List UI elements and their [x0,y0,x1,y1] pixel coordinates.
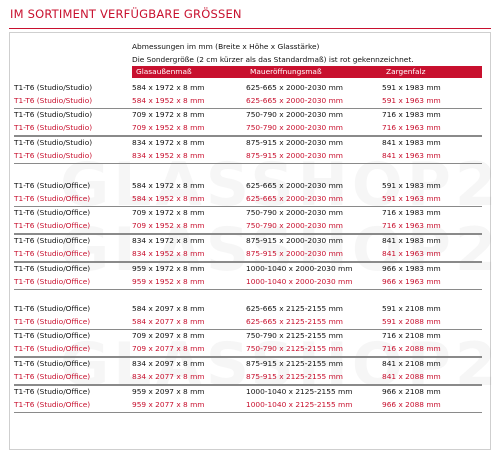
cell-frame-rebate: 841 x 1983 mm [382,138,441,147]
cell-frame-rebate: 966 x 1963 mm [382,277,441,286]
cell-frame-rebate: 591 x 1963 mm [382,96,441,105]
cell-model: T1-T6 (Studio/Office) [14,317,91,326]
cell-model: T1-T6 (Studio/Office) [14,236,91,245]
table-row-standard [14,82,482,95]
cell-model: T1-T6 (Studio/Studio) [14,123,93,132]
table-row-special [14,316,482,329]
cell-model: T1-T6 (Studio/Studio) [14,96,93,105]
table-row-standard [14,262,482,276]
cell-model: T1-T6 (Studio/Office) [14,277,91,286]
cell-model: T1-T6 (Studio/Office) [14,387,91,396]
cell-glass-size: 584 x 1972 x 8 mm [132,181,205,190]
cell-frame-rebate: 591 x 1983 mm [382,83,441,92]
cell-model: T1-T6 (Studio/Studio) [14,151,93,160]
cell-wall-opening: 625-665 x 2000-2030 mm [246,96,343,105]
cell-model: T1-T6 (Studio/Office) [14,344,91,353]
cell-model: T1-T6 (Studio/Office) [14,208,91,217]
table-row-special [14,150,482,164]
cell-wall-opening: 625-665 x 2000-2030 mm [246,181,343,190]
cell-wall-opening: 1000-1040 x 2125-2155 mm [246,400,353,409]
cell-glass-size: 584 x 2097 x 8 mm [132,304,205,313]
cell-frame-rebate: 591 x 1983 mm [382,181,441,190]
cell-glass-size: 584 x 1952 x 8 mm [132,194,205,203]
table-row-standard [14,108,482,122]
cell-glass-size: 584 x 1952 x 8 mm [132,96,205,105]
cell-frame-rebate: 841 x 1963 mm [382,249,441,258]
cell-wall-opening: 875-915 x 2000-2030 mm [246,151,343,160]
cell-frame-rebate: 716 x 1983 mm [382,208,441,217]
cell-frame-rebate: 716 x 2108 mm [382,331,441,340]
size-group-studio-studio [14,82,482,164]
cell-wall-opening: 625-665 x 2000-2030 mm [246,83,343,92]
cell-frame-rebate: 591 x 1963 mm [382,194,441,203]
cell-wall-opening: 1000-1040 x 2125-2155 mm [246,387,353,396]
table-row-standard [14,303,482,316]
cell-frame-rebate: 841 x 2088 mm [382,372,441,381]
cell-model: T1-T6 (Studio/Studio) [14,110,93,119]
cell-wall-opening: 625-665 x 2125-2155 mm [246,317,343,326]
table-row-special [14,399,482,413]
cell-glass-size: 709 x 2077 x 8 mm [132,344,205,353]
table-row-special [14,343,482,357]
cell-frame-rebate: 966 x 2088 mm [382,400,441,409]
table-row-special [14,276,482,290]
cell-wall-opening: 875-915 x 2000-2030 mm [246,138,343,147]
cell-frame-rebate: 841 x 1983 mm [382,236,441,245]
cell-wall-opening: 750-790 x 2000-2030 mm [246,123,343,132]
cell-glass-size: 834 x 2077 x 8 mm [132,372,205,381]
cell-frame-rebate: 716 x 1983 mm [382,110,441,119]
cell-frame-rebate: 591 x 2088 mm [382,317,441,326]
title-divider [9,28,491,29]
cell-frame-rebate: 716 x 1963 mm [382,221,441,230]
cell-model: T1-T6 (Studio/Office) [14,264,91,273]
cell-glass-size: 959 x 1972 x 8 mm [132,264,205,273]
cell-wall-opening: 625-665 x 2000-2030 mm [246,194,343,203]
cell-glass-size: 834 x 2097 x 8 mm [132,359,205,368]
cell-glass-size: 584 x 1972 x 8 mm [132,83,205,92]
table-row-standard [14,357,482,371]
cell-wall-opening: 750-790 x 2125-2155 mm [246,331,343,340]
cell-model: T1-T6 (Studio/Office) [14,331,91,340]
cell-glass-size: 709 x 2097 x 8 mm [132,331,205,340]
table-row-standard [14,385,482,399]
cell-glass-size: 709 x 1972 x 8 mm [132,208,205,217]
cell-model: T1-T6 (Studio/Studio) [14,138,93,147]
table-row-special [14,248,482,262]
cell-glass-size: 584 x 2077 x 8 mm [132,317,205,326]
table-row-standard [14,180,482,193]
cell-frame-rebate: 841 x 2108 mm [382,359,441,368]
page-title: IM SORTIMENT VERFÜGBARE GRÖSSEN [10,7,242,21]
cell-model: T1-T6 (Studio/Office) [14,249,91,258]
table-row-standard [14,136,482,150]
intro-line-dimensions: Abmessungen im mm (Breite x Höhe x Glasstärke) [132,42,320,51]
table-header [132,66,482,78]
table-row-special [14,122,482,136]
cell-wall-opening: 750-790 x 2000-2030 mm [246,208,343,217]
table-row-special [14,371,482,385]
cell-wall-opening: 1000-1040 x 2000-2030 mm [246,277,353,286]
cell-glass-size: 709 x 1952 x 8 mm [132,221,205,230]
cell-wall-opening: 750-790 x 2125-2155 mm [246,344,343,353]
cell-glass-size: 959 x 1952 x 8 mm [132,277,205,286]
cell-glass-size: 709 x 1952 x 8 mm [132,123,205,132]
cell-wall-opening: 875-915 x 2000-2030 mm [246,249,343,258]
cell-wall-opening: 875-915 x 2125-2155 mm [246,359,343,368]
cell-wall-opening: 625-665 x 2125-2155 mm [246,304,343,313]
table-row-special [14,95,482,108]
cell-glass-size: 709 x 1972 x 8 mm [132,110,205,119]
cell-glass-size: 959 x 2097 x 8 mm [132,387,205,396]
cell-wall-opening: 750-790 x 2000-2030 mm [246,221,343,230]
cell-model: T1-T6 (Studio/Office) [14,221,91,230]
cell-frame-rebate: 841 x 1963 mm [382,151,441,160]
intro-line-special-size: Die Sondergröße (2 cm kürzer als das Standardmaß) ist rot gekennzeichnet. [132,55,414,64]
cell-frame-rebate: 966 x 1983 mm [382,264,441,273]
cell-glass-size: 834 x 1952 x 8 mm [132,249,205,258]
cell-frame-rebate: 716 x 2088 mm [382,344,441,353]
size-group-studio-office-2000 [14,180,482,290]
column-header-wall-opening: Maueröffnungsmaß [250,67,322,76]
cell-wall-opening: 750-790 x 2000-2030 mm [246,110,343,119]
size-group-studio-office-2125 [14,303,482,413]
table-row-standard [14,206,482,220]
cell-model: T1-T6 (Studio/Office) [14,304,91,313]
table-row-standard [14,234,482,248]
cell-wall-opening: 875-915 x 2125-2155 mm [246,372,343,381]
cell-glass-size: 834 x 1952 x 8 mm [132,151,205,160]
cell-frame-rebate: 966 x 2108 mm [382,387,441,396]
cell-model: T1-T6 (Studio/Office) [14,400,91,409]
table-row-special [14,193,482,206]
column-header-glass-size: Glasaußenmaß [136,67,192,76]
cell-model: T1-T6 (Studio/Office) [14,359,91,368]
cell-wall-opening: 875-915 x 2000-2030 mm [246,236,343,245]
cell-frame-rebate: 716 x 1963 mm [382,123,441,132]
cell-wall-opening: 1000-1040 x 2000-2030 mm [246,264,353,273]
table-row-standard [14,329,482,343]
cell-model: T1-T6 (Studio/Office) [14,372,91,381]
cell-model: T1-T6 (Studio/Office) [14,181,91,190]
cell-glass-size: 834 x 1972 x 8 mm [132,236,205,245]
table-row-special [14,220,482,234]
cell-glass-size: 959 x 2077 x 8 mm [132,400,205,409]
column-header-frame-rebate: Zargenfalz [386,67,426,76]
cell-model: T1-T6 (Studio/Office) [14,194,91,203]
cell-frame-rebate: 591 x 2108 mm [382,304,441,313]
cell-model: T1-T6 (Studio/Studio) [14,83,93,92]
cell-glass-size: 834 x 1972 x 8 mm [132,138,205,147]
